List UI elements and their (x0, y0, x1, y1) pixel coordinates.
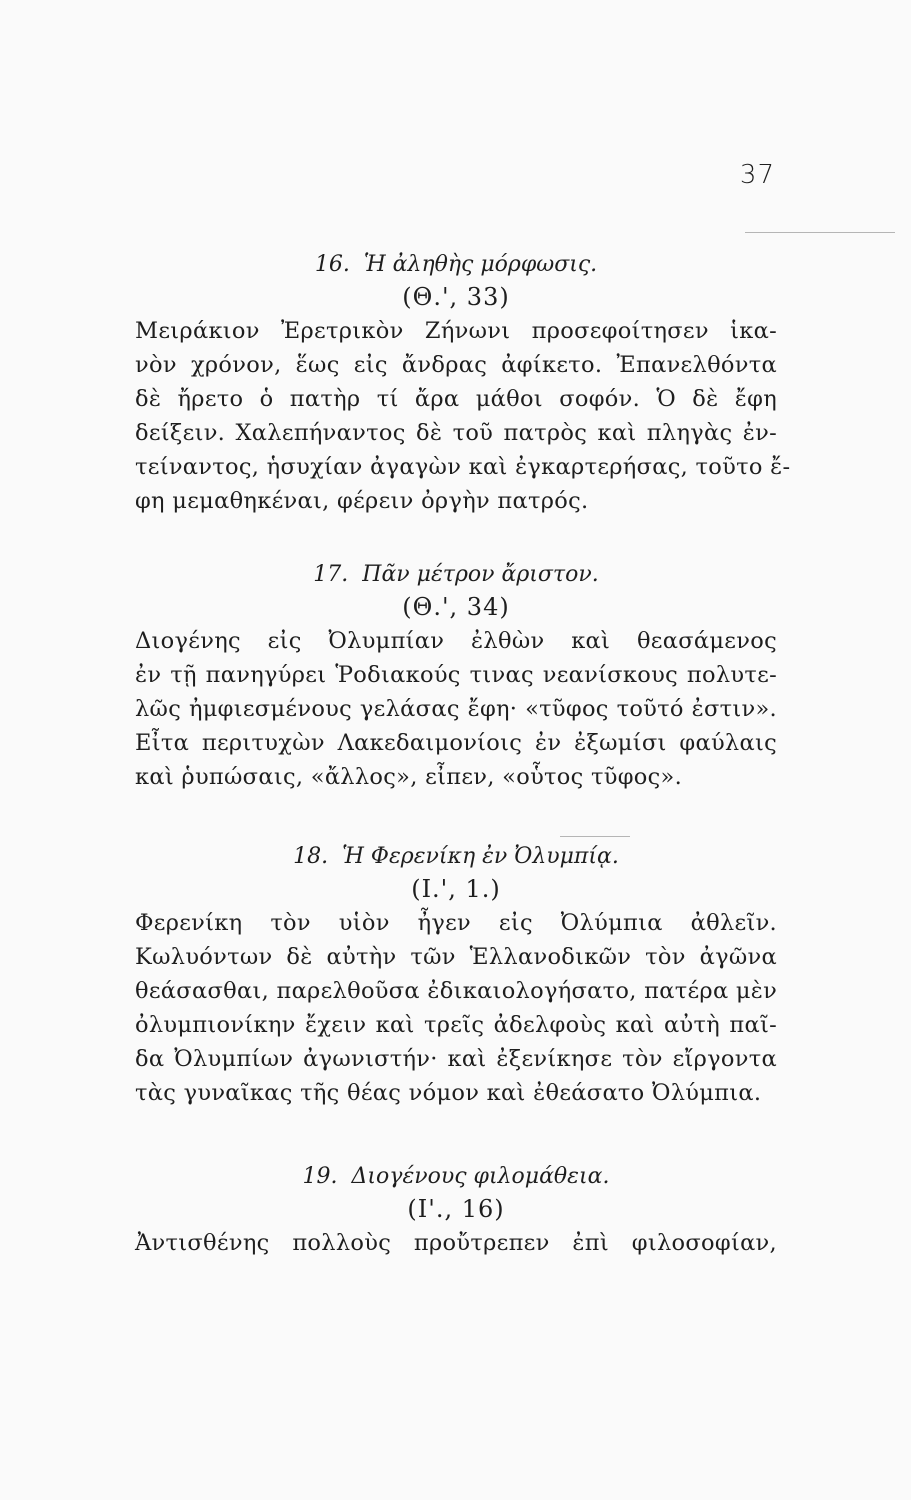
section-title: Ἡ Φερενίκη ἐν Ὀλυμπίᾳ. (342, 844, 619, 869)
section-16 (135, 250, 791, 518)
section-title: Διογένους φιλομάθεια. (351, 1164, 610, 1189)
text-line: τείναντος, ἡσυχίαν ἀγαγὼν καὶ ἐγκαρτερήσας, τοῦτο ἔ- (135, 454, 791, 480)
section-reference: (Ι'., 16) (407, 1195, 505, 1223)
text-line: τὰς γυναῖκας τῆς θέας νόμον καὶ ἐθεάσατο Ὀλύμπια. (135, 1080, 762, 1106)
section-heading (135, 842, 777, 872)
text-line: δὲ ἤρετο ὁ πατὴρ τί ἄρα μάθοι σοφόν. Ὁ δὲ ἔφη (135, 386, 777, 412)
text-line: ἐν τῇ πανηγύρει Ῥοδιακούς τινας νεανίσκους πολυτε- (135, 662, 777, 688)
text-line: λῶς ἠμφιεσμένους γελάσας ἔφη· «τῦφος τοῦτό ἐστιν». (135, 696, 777, 722)
section-title: Ἡ ἀληθὴς μόρφωσις. (363, 252, 598, 277)
text-line: θεάσασθαι, παρελθοῦσα ἐδικαιολογήσατο, πατέρα μὲν (135, 978, 778, 1004)
text-line: Εἶτα περιτυχὼν Λακεδαιμονίοις ἐν ἐξωμίσι φαύλαις (135, 730, 777, 756)
section-heading (135, 250, 777, 280)
section-number: 18. (293, 844, 329, 869)
section-reference: (Θ.', 34) (402, 593, 510, 621)
section-number: 19. (302, 1164, 338, 1189)
text-line: νὸν χρόνον, ἕως εἰς ἄνδρας ἀφίκετο. Ἐπανελθόντα (135, 352, 777, 378)
text-line: Ἀντισθένης πολλοὺς προὔτρεπεν ἐπὶ φιλοσοφίαν, (135, 1230, 777, 1256)
section-heading (135, 1162, 777, 1192)
section-reference: (Θ.', 33) (402, 283, 510, 311)
text-line: καὶ ῥυπώσαις, «ἄλλος», εἶπεν, «οὗτος τῦφος». (135, 764, 683, 790)
text-line: Μειράκιον Ἐρετρικὸν Ζήνωνι προσεφοίτησεν ἱκα- (135, 318, 777, 344)
text-line: φη μεμαθηκέναι, φέρειν ὀργὴν πατρός. (135, 488, 589, 514)
page-number: 37 (739, 160, 775, 190)
text-line: δείξειν. Χαλεπήναντος δὲ τοῦ πατρὸς καὶ πληγὰς ἐν- (135, 420, 777, 446)
section-number: 17. (313, 562, 349, 587)
section-18 (135, 842, 777, 1110)
scan-bleed-mark (560, 836, 630, 837)
section-reference: (Ι.', 1.) (411, 875, 501, 903)
text-line: Φερενίκη τὸν υἱὸν ἦγεν εἰς Ὀλύμπια ἀθλεῖν. (135, 910, 777, 936)
scan-bleed-mark (745, 232, 895, 233)
text-line: ὀλυμπιονίκην ἔχειν καὶ τρεῖς ἀδελφοὺς καὶ αὐτὴ παῖ- (135, 1012, 777, 1038)
section-number: 16. (314, 252, 350, 277)
text-line: Κωλυόντων δὲ αὐτὴν τῶν Ἑλλανοδικῶν τὸν ἀγῶνα (135, 944, 777, 970)
text-line: δα Ὀλυμπίων ἀγωνιστήν· καὶ ἐξενίκησε τὸν εἴργοντα (135, 1046, 777, 1072)
text-line: Διογένης εἰς Ὀλυμπίαν ἐλθὼν καὶ θεασάμενος (135, 628, 777, 654)
section-heading (135, 560, 777, 590)
section-19 (135, 1162, 777, 1260)
section-17 (135, 560, 777, 794)
section-title: Πᾶν μέτρον ἄριστον. (362, 562, 599, 587)
